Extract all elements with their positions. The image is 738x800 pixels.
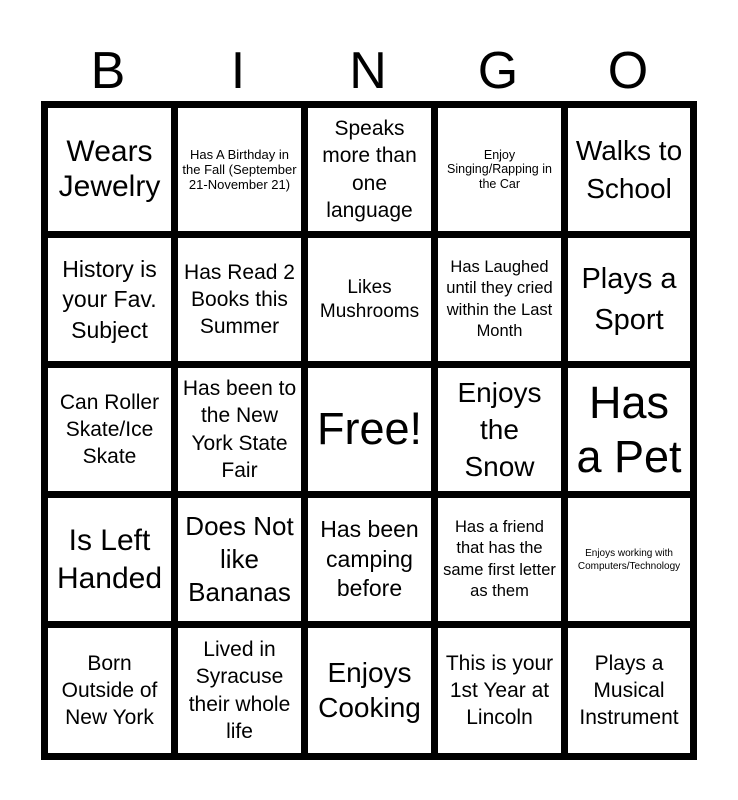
cell-text: This is your 1st Year at Lincoln bbox=[445, 651, 554, 730]
header-letter-b: B bbox=[90, 42, 126, 100]
bingo-cell-r3-c4[interactable] bbox=[438, 368, 561, 491]
cell-text: Plays a Musical Instrument bbox=[579, 651, 679, 730]
bingo-cell-r2-c3[interactable] bbox=[308, 238, 431, 361]
bingo-cell-r2-c2[interactable] bbox=[178, 238, 301, 361]
bingo-cell-r2-c1[interactable] bbox=[48, 238, 171, 361]
bingo-cell-r2-c5[interactable] bbox=[568, 238, 690, 361]
bingo-cell-r5-c1[interactable] bbox=[48, 628, 171, 753]
cell-text: Has been to the New York State Fair bbox=[182, 376, 297, 482]
cell-text: Does Not like Bananas bbox=[185, 510, 294, 607]
bingo-cell-r4-c1[interactable] bbox=[48, 498, 171, 621]
bingo-cell-r3-c3-free[interactable] bbox=[308, 368, 431, 491]
cell-text: Walks to School bbox=[575, 135, 683, 204]
bingo-header bbox=[43, 38, 693, 104]
cell-text: Has a Pet bbox=[576, 376, 682, 482]
bingo-cell-r5-c2[interactable] bbox=[178, 628, 301, 753]
header-letter-g: G bbox=[477, 42, 519, 100]
bingo-cell-r4-c4[interactable] bbox=[438, 498, 561, 621]
cell-text: Has A Birthday in the Fall (September 21-November 21) bbox=[182, 146, 297, 193]
cell-text: Enjoys Cooking bbox=[318, 657, 421, 723]
header-letter-n: N bbox=[349, 42, 387, 100]
cell-text: Has Laughed until they cried within the Last Month bbox=[446, 257, 553, 340]
header-letter-o: O bbox=[607, 42, 649, 100]
bingo-cell-r3-c5[interactable] bbox=[568, 368, 690, 491]
bingo-cell-r2-c4[interactable] bbox=[438, 238, 561, 361]
cell-text: Speaks more than one language bbox=[322, 116, 417, 222]
cell-text: History is your Fav. Subject bbox=[62, 255, 157, 343]
cell-text: Enjoys working with Computers/Technology bbox=[577, 547, 681, 572]
cell-text: Lived in Syracuse their whole life bbox=[188, 637, 291, 743]
bingo-cell-r1-c3[interactable] bbox=[308, 108, 431, 231]
cell-text: Can Roller Skate/Ice Skate bbox=[59, 390, 160, 469]
cell-text: Has Read 2 Books this Summer bbox=[184, 260, 295, 339]
bingo-cell-r1-c2[interactable] bbox=[178, 108, 301, 231]
cell-text: Enjoy Singing/Rapping in the Car bbox=[447, 147, 552, 191]
header-letter-i: I bbox=[230, 42, 246, 100]
bingo-cell-r1-c4[interactable] bbox=[438, 108, 561, 231]
bingo-cell-r4-c2[interactable] bbox=[178, 498, 301, 621]
bingo-card-grid bbox=[41, 101, 697, 760]
cell-text: Free! bbox=[316, 403, 423, 455]
bingo-cell-r4-c5[interactable] bbox=[568, 498, 690, 621]
cell-text: Plays a Sport bbox=[581, 263, 677, 336]
bingo-cell-r3-c2[interactable] bbox=[178, 368, 301, 491]
bingo-cell-r5-c5[interactable] bbox=[568, 628, 690, 753]
bingo-cell-r4-c3[interactable] bbox=[308, 498, 431, 621]
cell-text: Has a friend that has the same first letter as them bbox=[443, 517, 556, 600]
cell-text: Born Outside of New York bbox=[61, 651, 158, 730]
bingo-cell-r3-c1[interactable] bbox=[48, 368, 171, 491]
bingo-cell-r5-c3[interactable] bbox=[308, 628, 431, 753]
cell-text: Has been camping before bbox=[320, 516, 419, 602]
cell-text: Wears Jewelry bbox=[58, 134, 161, 203]
cell-text: Likes Mushrooms bbox=[319, 276, 420, 322]
cell-text: Enjoys the Snow bbox=[457, 376, 542, 483]
bingo-cell-r1-c1[interactable] bbox=[48, 108, 171, 231]
bingo-cell-r5-c4[interactable] bbox=[438, 628, 561, 753]
cell-text: Is Left Handed bbox=[56, 524, 163, 595]
bingo-cell-r1-c5[interactable] bbox=[568, 108, 690, 231]
